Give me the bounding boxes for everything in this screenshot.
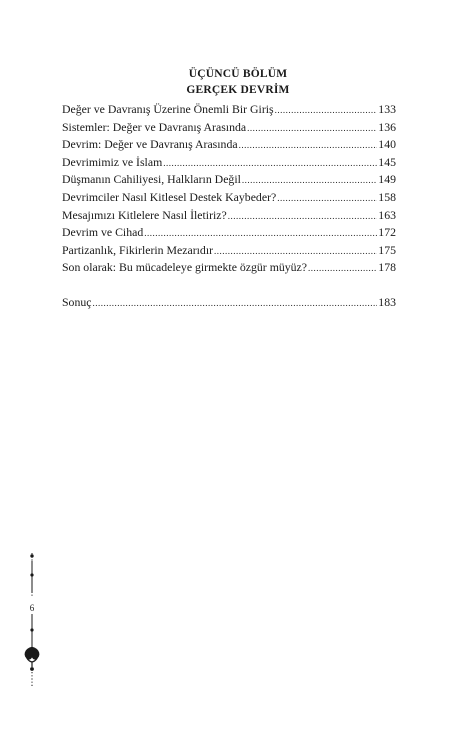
toc-entry-page: 175 [378, 242, 396, 257]
toc-entry [62, 102, 396, 120]
toc-entry-title: Devrim ve Cihad [62, 225, 144, 240]
toc-entry-page: 183 [378, 295, 396, 309]
toc-leader-dots [214, 246, 377, 256]
toc-leader-dots [242, 175, 377, 185]
toc-leader-dots [163, 158, 377, 168]
toc-entry [62, 225, 396, 243]
toc-entry-page: 136 [378, 119, 396, 134]
toc-leader-dots [228, 211, 378, 221]
toc-entry-title: Düşmanın Cahiliyesi, Halkların Değil [62, 172, 241, 187]
toc-entry-title: Sonuç [62, 295, 92, 309]
toc-entry-conclusion [62, 295, 396, 313]
toc-leader-dots [308, 263, 377, 273]
toc-entry [62, 208, 396, 226]
toc-entry-title: Mesajımızı Kitlelere Nasıl İletiriz? [62, 207, 227, 222]
toc-leader-dots [144, 228, 377, 238]
toc-entry-title: Değer ve Davranış Üzerine Önemli Bir Giriş [62, 102, 274, 116]
toc-entry-page: 172 [378, 225, 396, 240]
toc-entry-title: Partizanlık, Fikirlerin Mezarıdır [62, 242, 214, 257]
toc-entry-title: Devrimimiz ve İslam [62, 154, 163, 169]
toc-entry-page: 133 [378, 102, 396, 116]
page-number: 6 [25, 603, 39, 614]
toc-entry [62, 243, 396, 261]
table-of-contents [62, 102, 396, 278]
toc-leader-dots [239, 140, 378, 150]
toc-entry-title: Devrimciler Nasıl Kitlesel Destek Kaybeder? [62, 189, 277, 204]
toc-entry-page: 149 [378, 172, 396, 187]
toc-entry [62, 260, 396, 278]
toc-leader-dots [247, 123, 377, 133]
toc-entry-title: Devrim: Değer ve Davranış Arasında [62, 137, 238, 152]
toc-entry [62, 190, 396, 208]
section-title: ÜÇÜNCÜ BÖLÜM [188, 68, 288, 80]
toc-entry [62, 120, 396, 138]
toc-entry [62, 172, 396, 190]
toc-leader-dots [277, 193, 377, 203]
conclusion-section [62, 295, 396, 313]
toc-entry-page: 140 [378, 137, 396, 152]
toc-entry-title: Son olarak: Bu mücadeleye girmekte özgür müyüz? [62, 260, 308, 275]
toc-entry [62, 137, 396, 155]
toc-entry-page: 178 [378, 260, 396, 275]
toc-leader-dots [93, 298, 378, 308]
toc-entry-page: 145 [378, 154, 396, 169]
toc-leader-dots [275, 105, 378, 115]
toc-entry [62, 155, 396, 173]
page-ornament-icon [20, 553, 44, 687]
toc-entry-page: 158 [378, 189, 396, 204]
toc-entry-page: 163 [378, 207, 396, 222]
section-subtitle: GERÇEK DEVRİM [186, 84, 290, 96]
toc-entry-title: Sistemler: Değer ve Davranış Arasında [62, 119, 247, 134]
